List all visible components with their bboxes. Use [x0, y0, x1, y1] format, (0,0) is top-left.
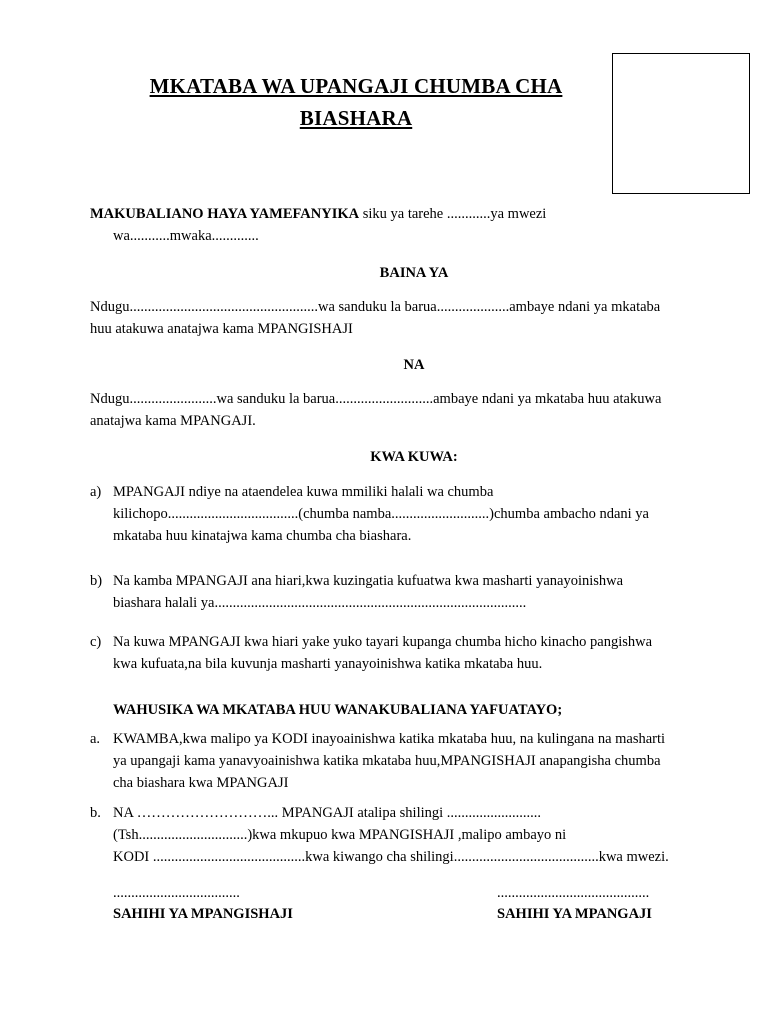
tenant-signature-block: [497, 884, 652, 923]
intro-line-1-rest: siku ya tarehe ............ya mwezi: [359, 206, 547, 222]
term-item: [90, 802, 740, 868]
list-item-line: cha biashara kwa MPANGAJI: [113, 775, 289, 791]
landlord-signature-label: SAHIHI YA MPANGISHAJI: [113, 906, 293, 922]
whereas-item: [90, 481, 740, 547]
title-line-2: BIASHARA: [299, 106, 413, 130]
party2-line-2: anatajwa kama MPANGAJI.: [90, 413, 256, 429]
party1-line-1: Ndugu....................................................wa sanduku la barua....................ambaye ndani ya mkataba: [90, 299, 661, 315]
intro-bold-lead: MAKUBALIANO HAYA YAMEFANYIKA: [90, 206, 360, 222]
title-line-1: MKATABA WA UPANGAJI CHUMBA CHA: [149, 74, 563, 98]
list-item-line: KWAMBA,kwa malipo ya KODI inayoainishwa katika mkataba huu, na kulingana na masharti: [113, 731, 666, 747]
term-item: [90, 728, 740, 794]
intro-paragraph: [90, 203, 738, 247]
party-landlord-paragraph: [90, 296, 738, 340]
list-item-line: (Tsh..............................)kwa mkupuo kwa MPANGISHAJI ,malipo ambayo ni: [113, 827, 567, 843]
agreement-heading: WAHUSIKA WA MKATABA HUU WANAKUBALIANA YAFUATAYO;: [113, 702, 563, 718]
whereas-item: [90, 631, 740, 675]
list-item-line: NA ………………………... MPANGAJI atalipa shilingi ..........................: [113, 805, 542, 821]
party-tenant-paragraph: [90, 388, 738, 432]
list-marker: b.: [90, 805, 101, 821]
list-marker: a.: [90, 731, 101, 747]
signature-line: ...................................: [113, 885, 240, 901]
list-marker: a): [90, 484, 102, 500]
list-item-line: biashara halali ya......................................................................................: [113, 595, 527, 611]
list-item-line: mkataba huu kinatajwa kama chumba cha biashara.: [113, 528, 412, 544]
list-item-line: kwa kufuata,na bila kuvunja masharti yanayoinishwa katika mkataba huu.: [113, 656, 543, 672]
party2-line-1: Ndugu........................wa sanduku la barua...........................ambaye ndani ya mkataba huu atakuwa: [90, 391, 662, 407]
landlord-signature-block: [113, 884, 293, 923]
list-item-line: kilichopo....................................(chumba namba...........................)chumba ambacho ndani ya: [113, 506, 649, 522]
intro-line-2: wa...........mwaka.............: [113, 228, 259, 244]
photo-placeholder-box: [612, 53, 750, 194]
baina-ya-heading: BAINA YA: [379, 265, 449, 281]
list-item-line: KODI ..........................................kwa kiwango cha shilingi........................................kwa mwezi.: [113, 849, 669, 865]
na-heading: NA: [403, 357, 425, 373]
list-marker: b): [90, 573, 103, 589]
list-item-line: MPANGAJI ndiye na ataendelea kuwa mmiliki halali wa chumba: [113, 484, 494, 500]
list-marker: c): [90, 634, 102, 650]
whereas-item: [90, 570, 740, 614]
party1-line-2: huu atakuwa anatajwa kama MPANGISHAJI: [90, 321, 353, 337]
list-item-line: ya upangaji kama yanavyoainishwa katika mkataba huu,MPANGISHAJI anapangisha chumba: [113, 753, 661, 769]
signature-line: ..........................................: [497, 885, 650, 901]
tenant-signature-label: SAHIHI YA MPANGAJI: [497, 906, 652, 922]
list-item-line: Na kuwa MPANGAJI kwa hiari yake yuko tayari kupanga chumba hicho kinacho pangishwa: [113, 634, 653, 650]
intro-line-1: [90, 203, 738, 225]
kwa-kuwa-heading: KWA KUWA:: [370, 449, 458, 465]
document-title: [100, 70, 612, 134]
list-item-line: Na kamba MPANGAJI ana hiari,kwa kuzingatia kufuatwa kwa masharti yanayoinishwa: [113, 573, 624, 589]
